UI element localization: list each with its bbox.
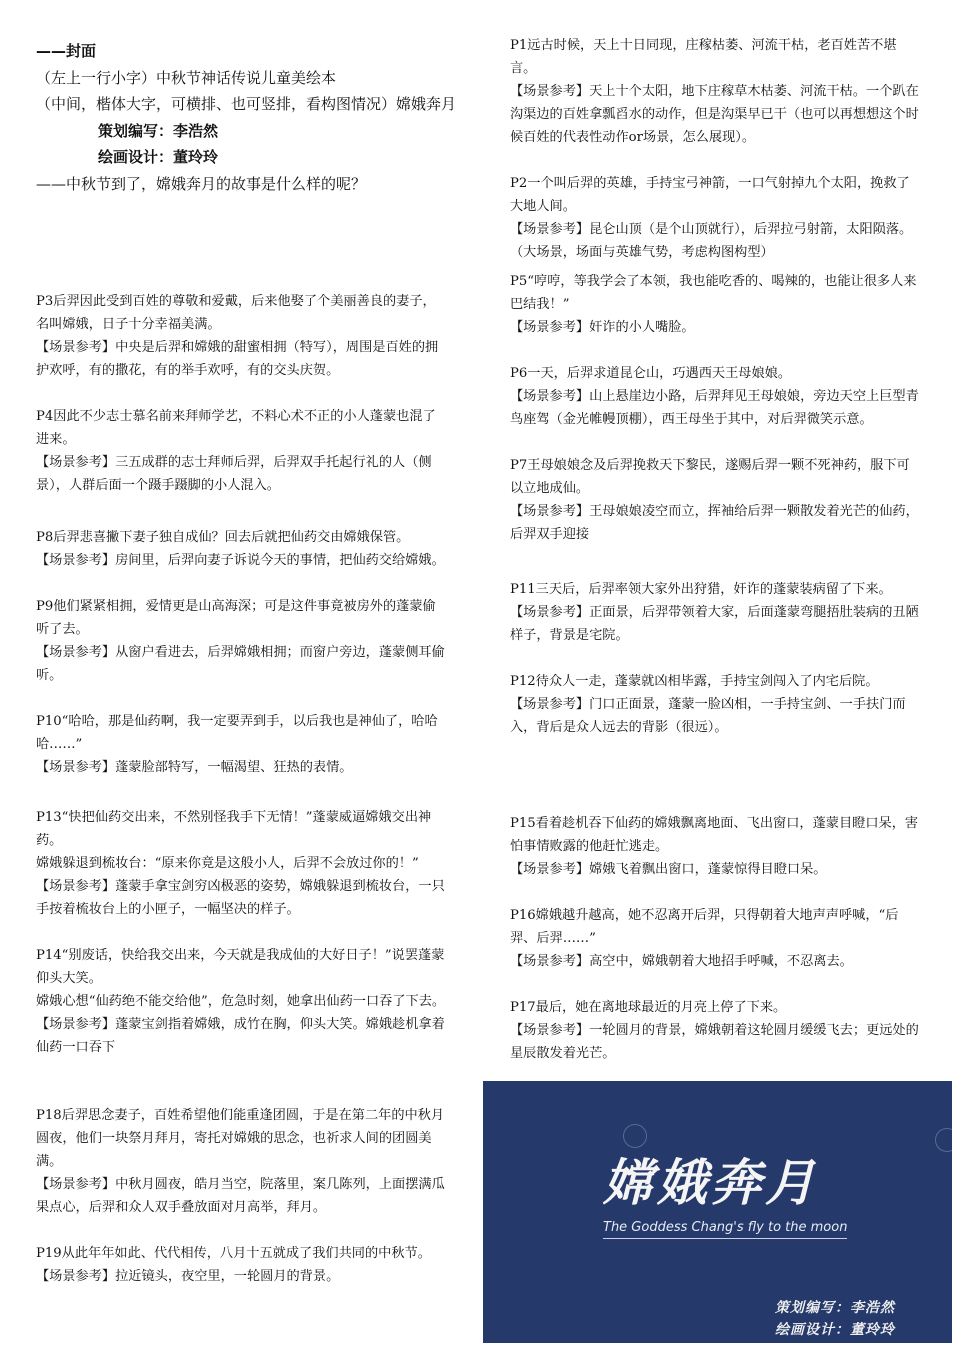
- page-text: P13“快把仙药交出来，不然别怪我手下无情！”蓬蒙威逼嫦娥交出神药。: [36, 810, 432, 848]
- scene-note: 【场景参考】三五成群的志士拜师后羿，后羿双手托起行礼的人（侧景），人群后面一个蹑手蹑脚的小人混入。: [36, 455, 432, 493]
- page-text: P1远古时候，天上十日同现，庄稼枯萎、河流干枯，老百姓苦不堪言。: [510, 38, 897, 76]
- cover-poster: [483, 1081, 952, 1343]
- scene-note: 【场景参考】奸诈的小人嘴脸。: [510, 320, 695, 335]
- page-text: P5“哼哼，等我学会了本领，我也能吃香的、喝辣的，也能让很多人来巴结我！”: [510, 274, 917, 312]
- cover-intro: ——中秋节到了，嫦娥奔月的故事是什么样的呢？: [36, 174, 367, 193]
- cover-planner: 策划编写：李浩然: [98, 121, 219, 140]
- scene-note: 【场景参考】门口正面景，蓬蒙一脸凶相，一手持宝剑、一手扶门而入，背后是众人远去的背影（很远）。: [510, 697, 906, 735]
- page-text-dialogue: 嫦娥心想“仙药绝不能交给他”，危急时刻，她拿出仙药一口吞了下去。: [36, 994, 446, 1009]
- page-text: P9他们紧紧相拥，爱情更是山高海深；可是这件事竟被房外的蓬蒙偷听了去。: [36, 599, 436, 637]
- poster-subtitle: The Goddess Chang's fly to the moon: [603, 1220, 847, 1239]
- page-block-p3-p4: [36, 290, 446, 505]
- scene-note: 【场景参考】天上十个太阳，地下庄稼草木枯萎、河流干枯。一个趴在沟渠边的百姓拿瓢舀水的动作，但是沟渠早已干（也可以再想想这个时候百姓的代表性动作or场景，怎么展现）。: [510, 84, 919, 145]
- scene-note: 【场景参考】蓬蒙宝剑指着嫦娥，成竹在胸，仰头大笑。嫦娥趁机拿着仙药一口吞下: [36, 1017, 445, 1055]
- page-text: P3后羿因此受到百姓的尊敬和爱戴，后来他娶了个美丽善良的妻子，名叫嫦娥，日子十分幸福美满。: [36, 294, 436, 332]
- poster-credit-planner: 策划编写：李浩然: [775, 1300, 895, 1316]
- scene-note: 【场景参考】中秋月圆夜，皓月当空，院落里，案几陈列，上面摆满瓜果点心，后羿和众人双手叠放面对月高举，拜月。: [36, 1177, 445, 1215]
- page-text: P4因此不少志士慕名前来拜师学艺，不料心术不正的小人蓬蒙也混了进来。: [36, 409, 436, 447]
- cover-note-small: （左上一行小字）中秋节神话传说儿童美绘本: [36, 68, 337, 87]
- scene-note: 【场景参考】中央是后羿和嫦娥的甜蜜相拥（特写），周围是百姓的拥护欢呼，有的撒花，有的举手欢呼，有的交头庆贺。: [36, 340, 439, 378]
- scene-note: 【场景参考】拉近镜头，夜空里，一轮圆月的背景。: [36, 1269, 340, 1284]
- page-block-p15-p17: [510, 812, 922, 1072]
- page-text: P14“别废话，快给我交出来，今天就是我成仙的大好日子！”说罢蓬蒙仰头大笑。: [36, 948, 445, 986]
- poster-credit-artist: 绘画设计：董玲玲: [775, 1322, 895, 1338]
- cover-section: [36, 38, 456, 238]
- page-text: P11三天后，后羿率领大家外出狩猎，奸诈的蓬蒙装病留了下来。: [510, 582, 892, 597]
- page-text: P12待众人一走，蓬蒙就凶相毕露，手持宝剑闯入了内宅后院。: [510, 674, 879, 689]
- scene-note: 【场景参考】从窗户看进去，后羿嫦娥相拥；而窗户旁边，蓬蒙侧耳偷听。: [36, 645, 445, 683]
- page-text-dialogue: 嫦娥躲退到梳妆台：“原来你竟是这般小人，后羿不会放过你的！”: [36, 856, 419, 871]
- page-text: P6一天，后羿求道昆仑山，巧遇西天王母娘娘。: [510, 366, 792, 381]
- scene-note: 【场景参考】高空中，嫦娥朝着大地招手呼喊，不忍离去。: [510, 954, 853, 969]
- page-text: P15看着趁机吞下仙药的嫦娥飘离地面、飞出窗口，蓬蒙目瞪口呆，害怕事情败露的他赶忙逃走。: [510, 816, 919, 854]
- cover-heading: ——封面: [36, 42, 97, 60]
- page-text: P2一个叫后羿的英雄，手持宝弓神箭，一口气射掉九个太阳，挽救了大地人间。: [510, 176, 910, 214]
- scene-note: 【场景参考】正面景，后羿带领着大家，后面蓬蒙弯腿捂肚装病的丑陋样子，背景是宅院。: [510, 605, 919, 643]
- scene-note: 【场景参考】昆仑山顶（是个山顶就行），后羿拉弓射箭，太阳陨落。（大场景，场面与英雄气势，考虑构图构型）: [510, 222, 913, 260]
- cover-artist: 绘画设计：董玲玲: [98, 148, 219, 166]
- poster-title: 嫦娥奔月: [603, 1153, 819, 1212]
- page-block-p5-p7: [510, 270, 922, 542]
- page-text: P7王母娘娘念及后羿挽救天下黎民，遂赐后羿一颗不死神药，服下可以立地成仙。: [510, 458, 910, 496]
- page-text: P18后羿思念妻子，百姓希望他们能重逢团圆，于是在第二年的中秋月圆夜，他们一块祭月拜月，寄托对嫦娥的思念，也祈求人间的团圆美满。: [36, 1108, 445, 1169]
- cover-note-title: （中间，楷体大字，可横排、也可竖排，看构图情况）嫦娥奔月: [36, 95, 457, 113]
- page-block-p11-p12: [510, 578, 922, 748]
- page-block-p8-p10: [36, 530, 446, 799]
- moon-decoration-icon: [935, 1128, 959, 1152]
- page-text: P10“哈哈，那是仙药啊，我一定要弄到手，以后我也是神仙了，哈哈哈……”: [36, 714, 438, 752]
- scene-note: 【场景参考】嫦娥飞着飘出窗口，蓬蒙惊得目瞪口呆。: [510, 862, 827, 877]
- scene-note: 【场景参考】房间里，后羿向妻子诉说今天的事情，把仙药交给嫦娥。: [36, 553, 445, 568]
- scene-note: 【场景参考】王母娘娘凌空而立，挥袖给后羿一颗散发着光芒的仙药，后羿双手迎接: [510, 504, 919, 542]
- scene-note: 【场景参考】山上悬崖边小路，后羿拜见王母娘娘，旁边天空上巨型青鸟座驾（金光帷幔顶棚），西王母坐于其中，对后羿微笑示意。: [510, 389, 919, 427]
- page-block-p13-p14: [36, 806, 446, 1077]
- page-block-p18-p19: [36, 1104, 446, 1284]
- page-text: P17最后，她在离地球最近的月亮上停了下来。: [510, 1000, 787, 1015]
- scene-note: 【场景参考】蓬蒙脸部特写，一幅渴望、狂热的表情。: [36, 760, 353, 775]
- page-text: P8后羿悲喜撇下妻子独自成仙？回去后就把仙药交由嫦娥保管。: [36, 530, 410, 545]
- page-text: P16嫦娥越升越高，她不忍离开后羿，只得朝着大地声声呼喊，“后羿、后羿……”: [510, 908, 899, 946]
- scene-note: 【场景参考】蓬蒙手拿宝剑穷凶极恶的姿势，嫦娥躲退到梳妆台，一只手按着梳妆台上的小匣子，一幅坚决的样子。: [36, 879, 445, 917]
- scene-note: 【场景参考】一轮圆月的背景，嫦娥朝着这轮圆月缓缓飞去；更远处的星辰散发着光芒。: [510, 1023, 919, 1061]
- page-block-p1-p2: [510, 34, 922, 260]
- page-text: P19从此年年如此、代代相传，八月十五就成了我们共同的中秋节。: [36, 1246, 431, 1261]
